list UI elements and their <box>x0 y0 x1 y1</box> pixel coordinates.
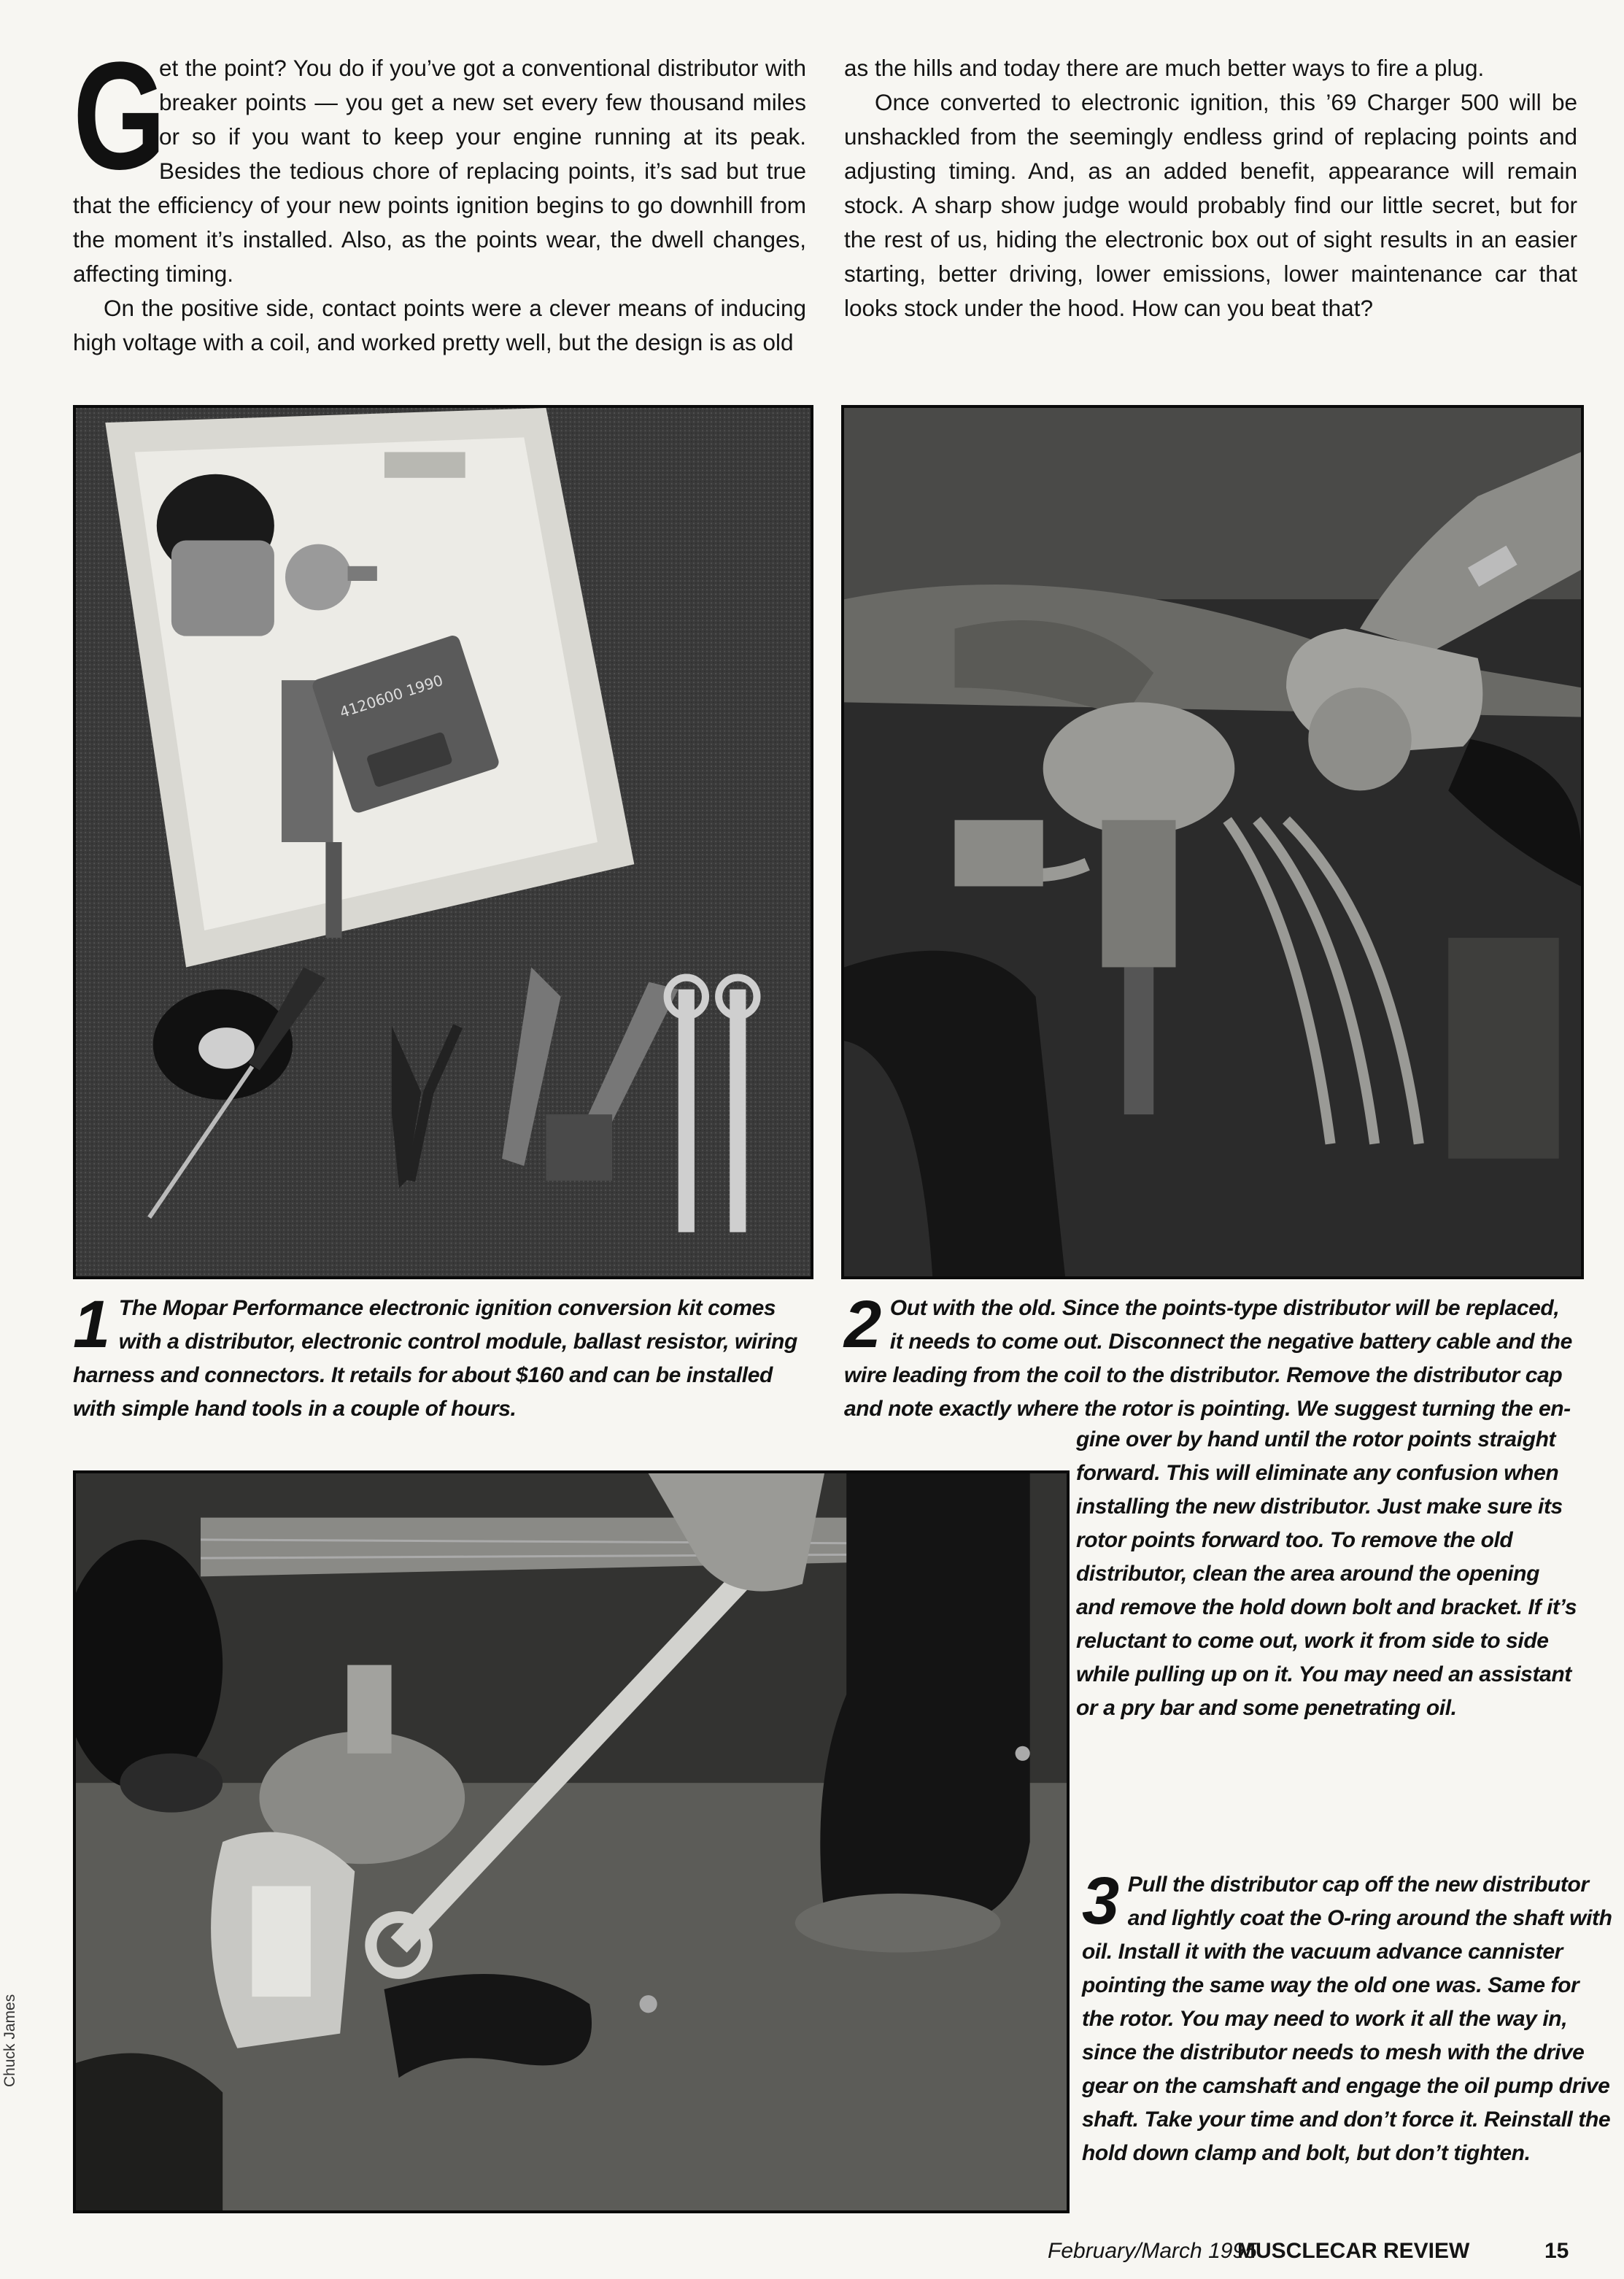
caption-text: gine over by hand until the rotor points straight forward. This will eliminate any confusion when installing the new distributor. Just make sure its rotor points forward too. To remove the old distributor, clean the area around the opening and remove the hold down bolt and bracket. If it’s reluctant to come out, work it from side to side while pulling up on it. You may need an assistant or a pry bar and some penetrating oil. <box>1076 1427 1577 1720</box>
caption-step-2-continued <box>1076 1423 1579 1725</box>
kit-photo-illustration <box>76 408 811 1276</box>
caption-step-1 <box>73 1287 806 1426</box>
photo-conversion-kit <box>73 405 813 1279</box>
footer-issue-date: February/March 1995 <box>1048 2239 1257 2263</box>
article-column-left <box>73 30 806 360</box>
caption-text: Out with the old. Since the points-type distributor will be replaced, it needs to come out. Disconnect the negative battery cable and the wire leading from the coil to the distributor. Remove the distributor cap and note exactly where the rotor is pointing. We suggest turning the en- <box>844 1296 1572 1421</box>
caption-step-3 <box>1082 1864 1615 2170</box>
article-column-right <box>844 51 1577 325</box>
photo-old-distributor-removal <box>841 405 1584 1279</box>
photo-credit: Chuck James <box>1 1994 18 2087</box>
paragraph: On the positive side, contact points were a clever means of inducing high voltage with a coil, and worked pretty well, but the design is as old <box>73 295 806 355</box>
caption-text: Pull the distributor cap off the new distributor and lightly coat the O-ring around the shaft with oil. Install it with the vacuum advance cannister pointing the same way the old one was. Same for the rotor. You may need to work it all the way in, since the distributor needs to mesh with the drive gear on the camshaft and engage the oil pump drive shaft. Take your time and don’t force it. Reinstall the hold down clamp and bolt, but don’t tighten. <box>1082 1873 1612 2165</box>
step-number: 1 <box>73 1287 110 1362</box>
install-photo-illustration <box>76 1473 1067 2210</box>
step-number: 3 <box>1082 1864 1119 1938</box>
paragraph: Once converted to electronic ignition, this ’69 Charger 500 will be unshackled from the seemingly endless grind of replacing points and adjusting timing. And, as an added benefit, appearance will remain stock. A sharp show judge would probably find our little secret, but for the rest of us, hiding the electronic box out of sight results in an easier starting, better driving, lower emissions, lower maintenance car that looks stock under the hood. How can you beat that? <box>844 89 1577 321</box>
engine-photo-illustration <box>844 408 1581 1276</box>
caption-step-2 <box>844 1287 1577 1426</box>
module-label: 4120600 1990 <box>337 671 446 722</box>
caption-text: The Mopar Performance electronic ignition conversion kit comes with a distributor, electronic control module, ballast resistor, wiring harness and connectors. It retails for about $160 and can be installed with simple hand tools in a couple of hours. <box>73 1296 797 1421</box>
paragraph: et the point? You do if you’ve got a conventional distributor with breaker points — you get a new set every few thousand miles or so if you want to keep your engine running at its peak. Besides the tedious chore of replacing points, it’s sad but true that the efficiency of your new points ignition begins to go downhill from the moment it’s installed. Also, as the points wear, the dwell changes, affecting timing. <box>73 55 806 287</box>
footer-magazine-name: MUSCLECAR REVIEW <box>1237 2239 1470 2263</box>
step-number: 2 <box>844 1287 881 1362</box>
photo-new-distributor-install <box>73 1470 1070 2213</box>
page-number: 15 <box>1544 2239 1569 2263</box>
drop-cap: G <box>73 30 166 201</box>
paragraph: as the hills and today there are much better ways to fire a plug. <box>844 55 1485 81</box>
